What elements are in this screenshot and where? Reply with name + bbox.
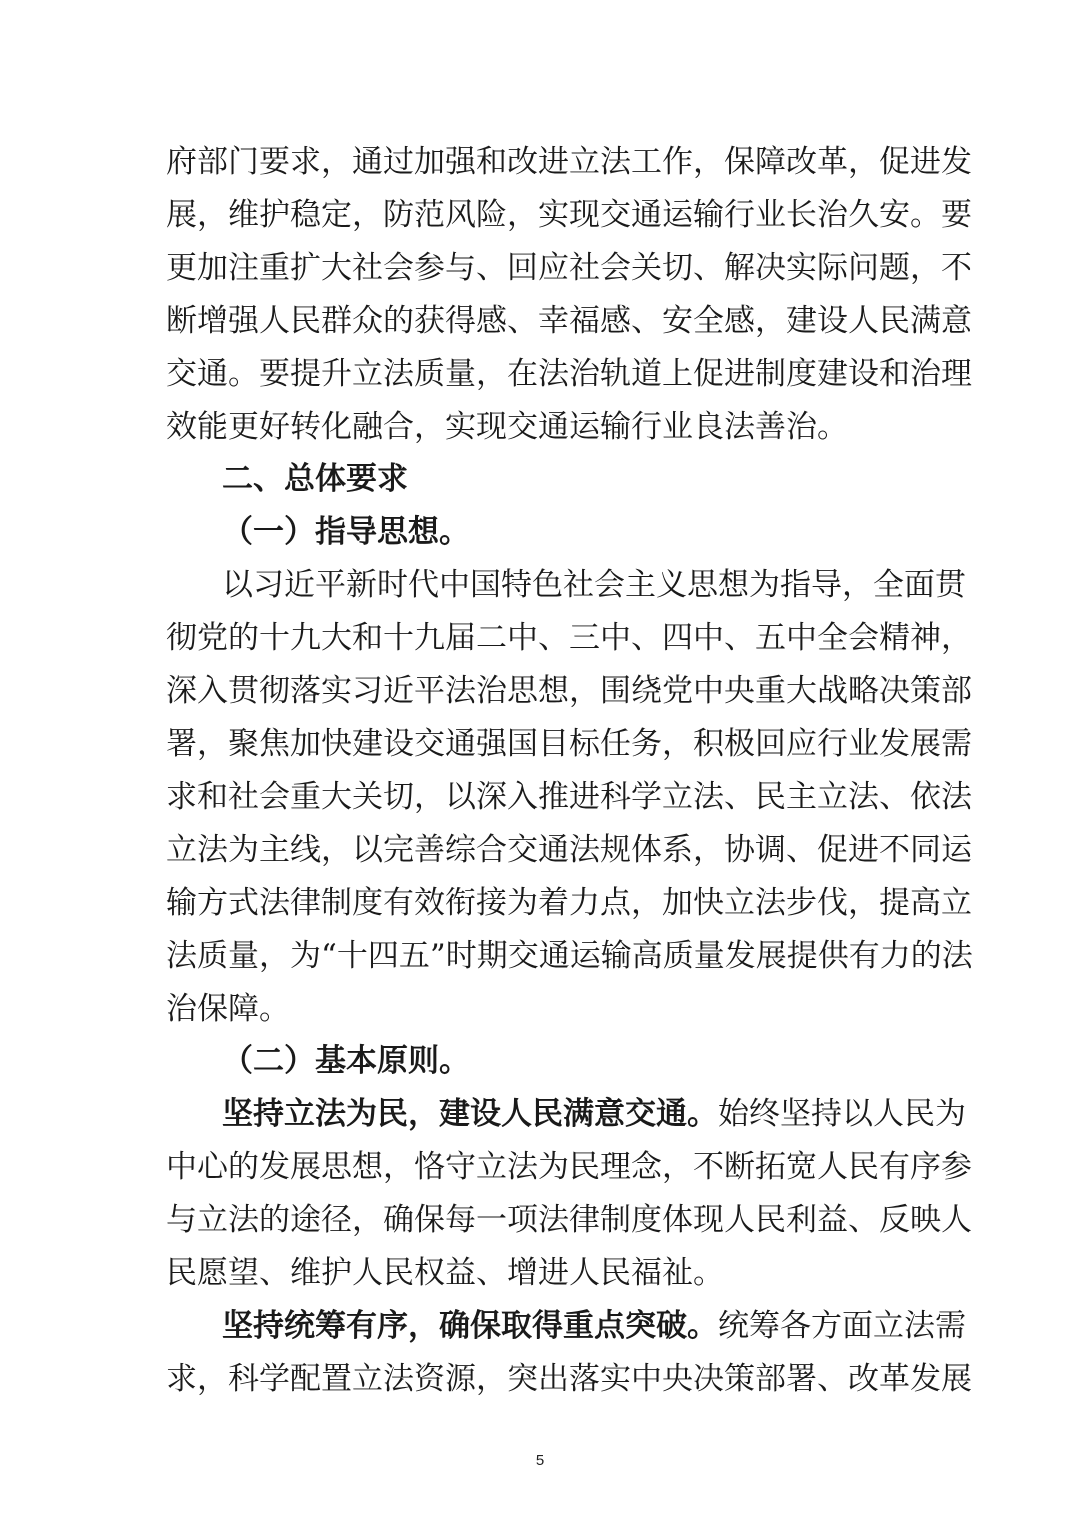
paragraph-line: 中心的发展思想，恪守立法为民理念，不断拓宽人民有序参 <box>166 1149 972 1185</box>
subsection-heading: （一）指导思想。 <box>222 514 470 550</box>
paragraph-line: 交通。要提升立法质量，在法治轨道上促进制度建设和治理 <box>166 356 972 392</box>
paragraph-line: 法质量，为“十四五”时期交通运输高质量发展提供有力的法 <box>166 938 973 974</box>
paragraph-line: 府部门要求，通过加强和改进立法工作，保障改革，促进发 <box>166 144 972 180</box>
paragraph-line: 与立法的途径，确保每一项法律制度体现人民利益、反映人 <box>166 1202 972 1238</box>
subsection-heading: （二）基本原则。 <box>222 1043 470 1079</box>
paragraph-line: 求，科学配置立法资源，突出落实中央决策部署、改革发展 <box>166 1361 972 1397</box>
paragraph-line: 立法为主线，以完善综合交通法规体系，协调、促进不同运 <box>166 832 972 868</box>
page-number: 5 <box>535 1452 545 1469</box>
paragraph-first-line <box>222 1300 966 1352</box>
paragraph-line: 彻党的十九大和十九届二中、三中、四中、五中全会精神， <box>166 620 972 656</box>
principle-lead: 坚持立法为民，建设人民满意交通。 <box>222 1096 718 1132</box>
paragraph-first-line <box>222 1088 966 1140</box>
paragraph-line: 治保障。 <box>166 991 290 1027</box>
paragraph-line: 民愿望、维护人民权益、增进人民福祉。 <box>166 1255 724 1291</box>
principle-lead: 坚持统筹有序，确保取得重点突破。 <box>222 1308 718 1344</box>
paragraph-line: 求和社会重大关切，以深入推进科学立法、民主立法、依法 <box>166 779 972 815</box>
paragraph-line: 深入贯彻落实习近平法治思想，围绕党中央重大战略决策部 <box>166 673 972 709</box>
paragraph-line: 展，维护稳定，防范风险，实现交通运输行业长治久安。要 <box>166 197 972 233</box>
paragraph-line: 署，聚焦加快建设交通强国目标任务，积极回应行业发展需 <box>166 726 972 762</box>
paragraph-line: 以习近平新时代中国特色社会主义思想为指导，全面贯 <box>222 567 966 603</box>
paragraph-line: 输方式法律制度有效衔接为着力点，加快立法步伐，提高立 <box>166 885 972 921</box>
paragraph-line: 效能更好转化融合，实现交通运输行业良法善治。 <box>166 409 848 445</box>
principle-text: 统筹各方面立法需 <box>718 1308 966 1344</box>
paragraph-line: 更加注重扩大社会参与、回应社会关切、解决实际问题，不 <box>166 250 972 286</box>
paragraph-line: 断增强人民群众的获得感、幸福感、安全感，建设人民满意 <box>166 303 972 339</box>
section-heading: 二、总体要求 <box>222 461 408 497</box>
principle-text: 始终坚持以人民为 <box>718 1096 966 1132</box>
